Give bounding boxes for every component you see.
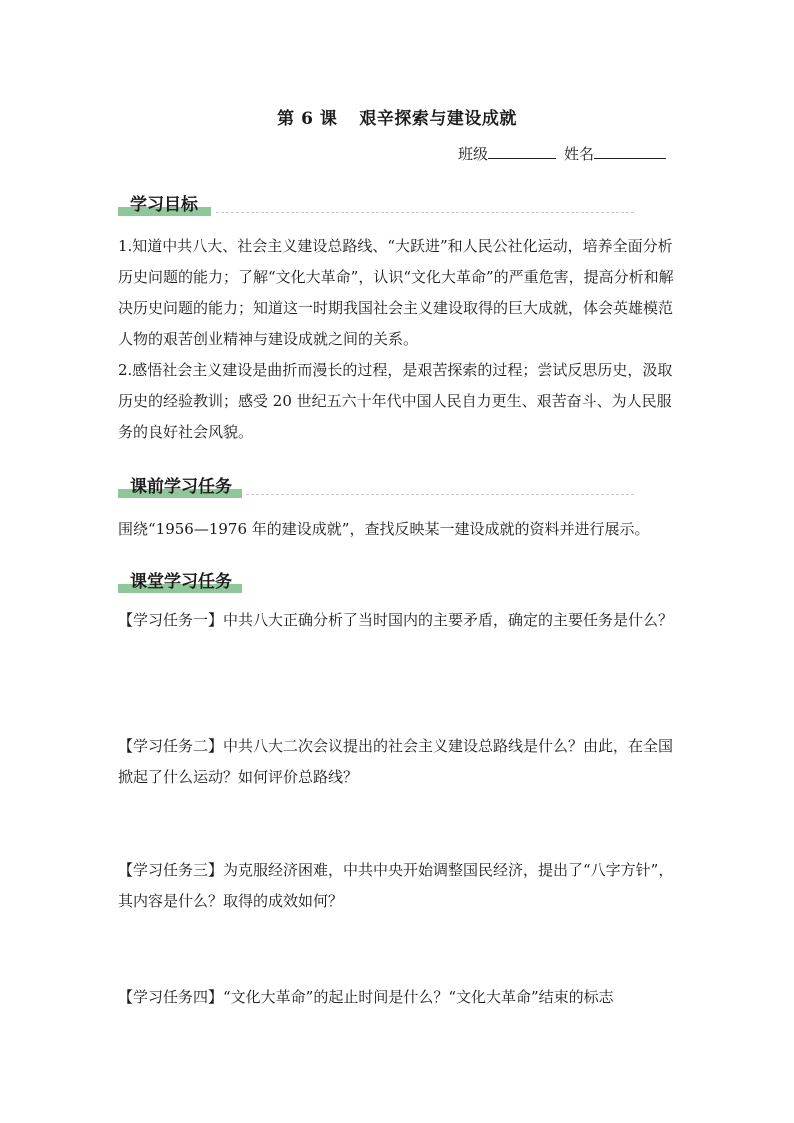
task-2: 【学习任务二】中共八大二次会议提出的社会主义建设总路线是什么？由此，在全国掀起了什么运动？如何评价总路线？ [118, 737, 674, 786]
divider [216, 212, 634, 213]
lesson-title [0, 104, 794, 129]
section-preclass-heading [118, 470, 634, 498]
section-title: 课堂学习任务 [130, 572, 232, 592]
divider [246, 494, 634, 495]
objective-item-1: 1.知道中共八大、社会主义建设总路线、“大跃进”和人民公社化运动，培养全面分析历史问题的能力；了解“文化大革命”，认识“文化大革命”的严重危害，提高分析和解决历史问题的能力；知道这一时期我国社会主义建设取得的巨大成就，体会英雄模范人物的艰苦创业精神与建设成就之间的关系。 [118, 237, 674, 348]
section-title: 课前学习任务 [130, 477, 232, 497]
section-objectives-heading [118, 188, 634, 216]
task-3: 【学习任务三】为克服经济困难，中共中央开始调整国民经济，提出了“八字方针”，其内容是什么？取得的成效如何？ [118, 861, 674, 910]
objective-item-2: 2.感悟社会主义建设是曲折而漫长的过程，是艰苦探索的过程；尝试反思历史，汲取历史的经验教训；感受 20 世纪五六十年代中国人民自力更生、艰苦奋斗、为人民服务的良好社会风貌。 [118, 361, 673, 441]
objectives-body [118, 231, 683, 448]
class-label: 班级 [458, 145, 489, 163]
lesson-name: 艰辛探索与建设成就 [359, 109, 517, 129]
preclass-text: 围绕“1956—1976 年的建设成就”，查找反映某一建设成就的资料并进行展示。 [118, 520, 650, 538]
preclass-body [118, 514, 683, 545]
section-inclass-heading [118, 565, 634, 593]
lesson-number: 第 6 课 [277, 109, 338, 129]
student-info [458, 143, 666, 164]
task-1: 【学习任务一】中共八大正确分析了当时国内的主要矛盾，确定的主要任务是什么？ [118, 611, 674, 629]
class-blank [488, 143, 556, 159]
name-blank [594, 143, 666, 159]
task-4: 【学习任务四】“文化大革命”的起止时间是什么？“文化大革命”结束的标志 [118, 988, 614, 1006]
section-title: 学习目标 [130, 195, 198, 215]
name-label: 姓名 [564, 145, 595, 163]
